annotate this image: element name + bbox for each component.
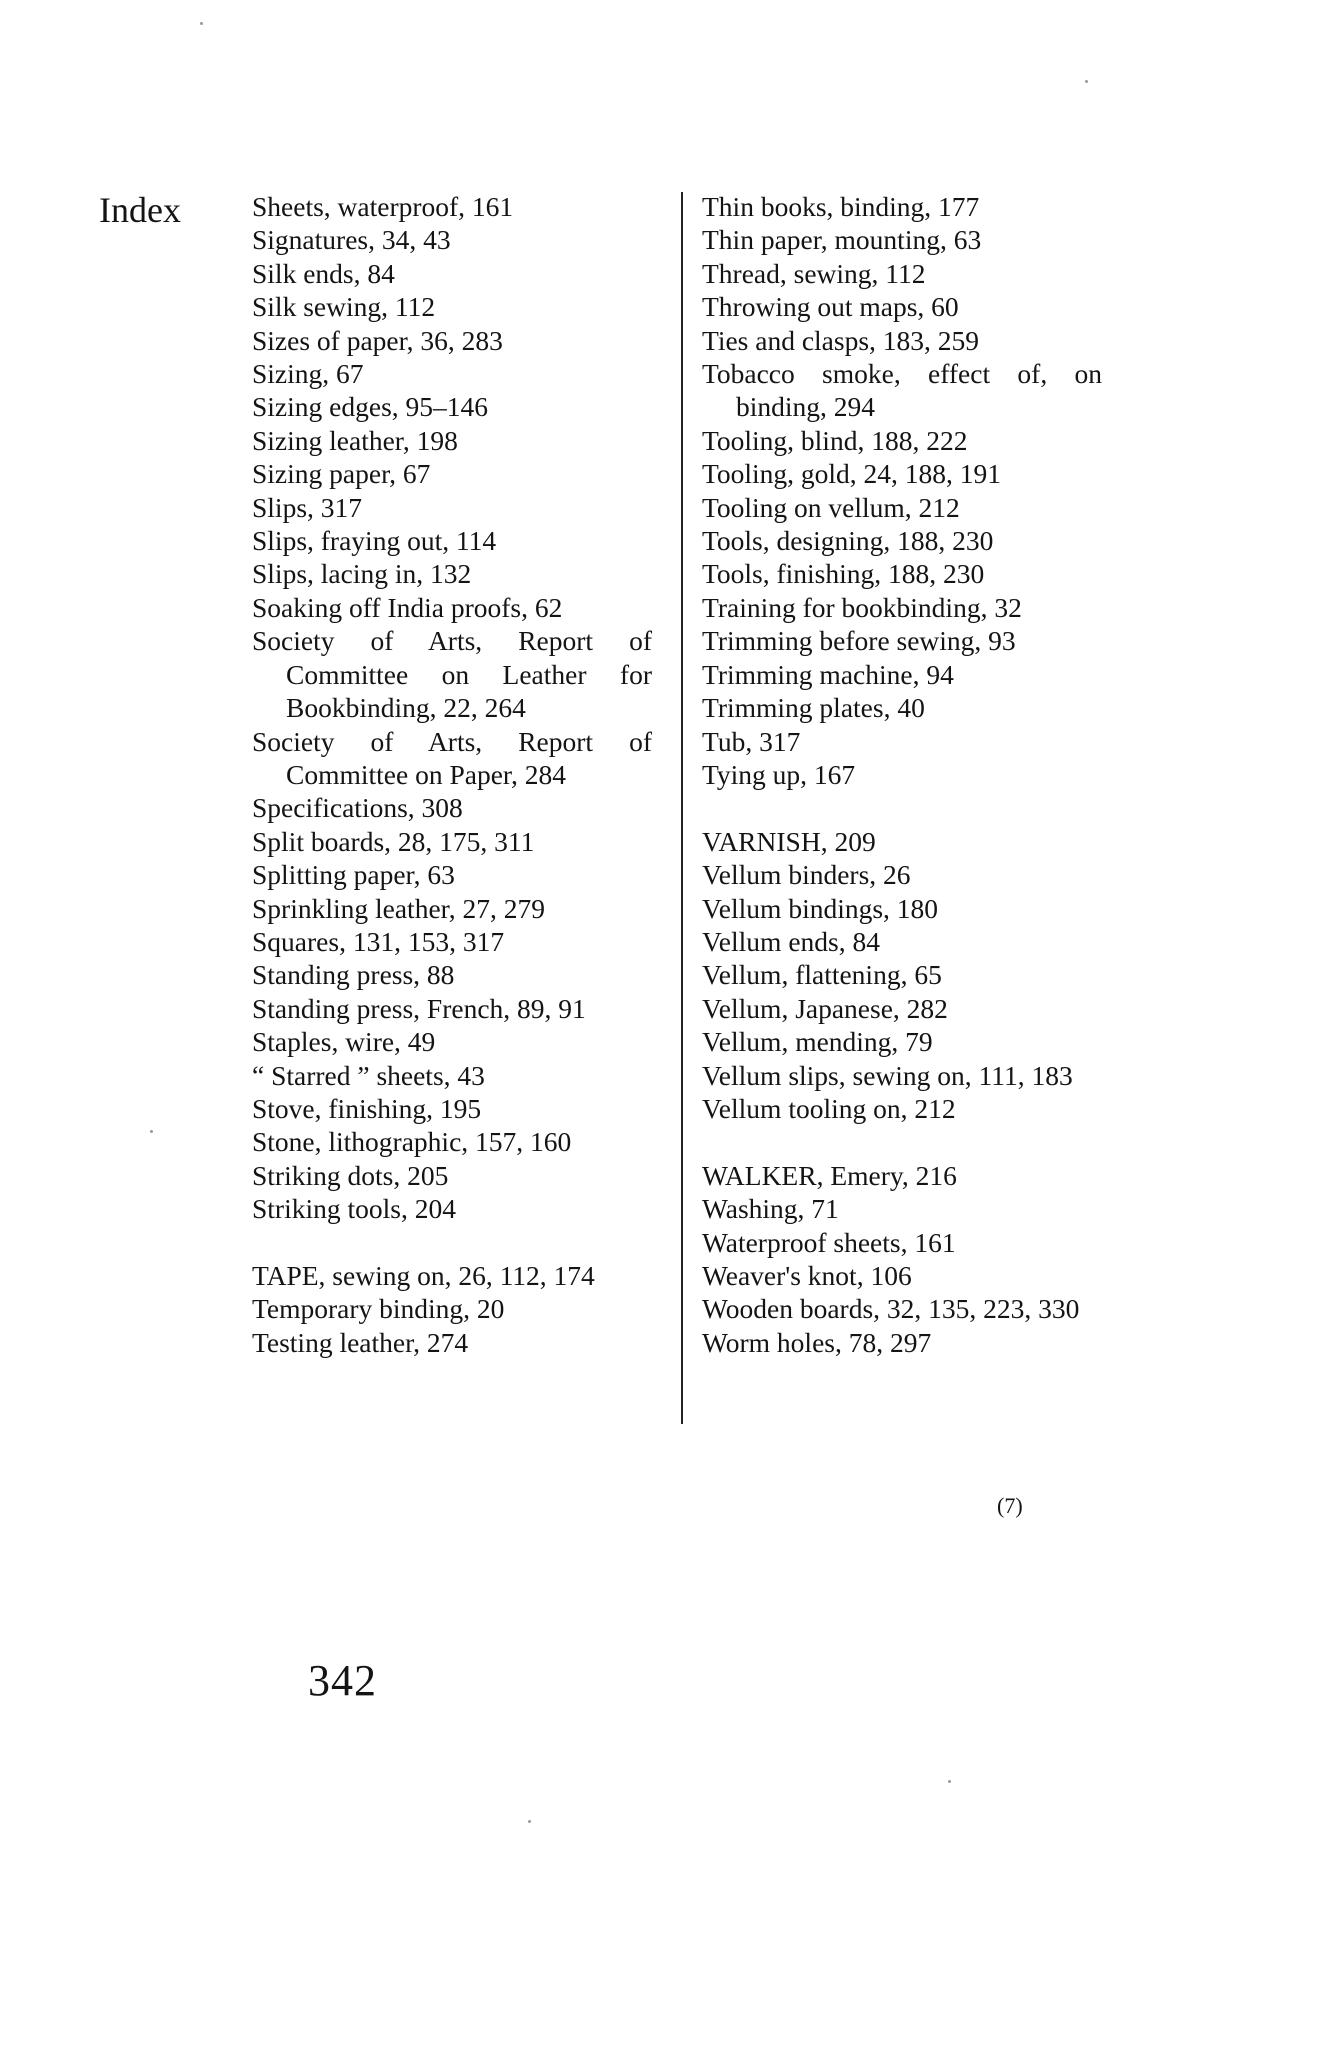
index-entry: Squares, 131, 153, 317	[252, 925, 505, 957]
index-letter-break	[702, 791, 1102, 824]
index-entry: Stove, finishing, 195	[252, 1092, 482, 1124]
paper-speck	[528, 1820, 531, 1823]
index-entry: Trimming machine, 94	[702, 658, 954, 690]
index-entry: Vellum, mending, 79	[702, 1026, 933, 1058]
index-entry: TAPE, sewing on, 26, 112, 174	[252, 1259, 595, 1291]
index-entry: Soaking off India proofs, 62	[252, 591, 563, 623]
index-entry: Waterproof sheets, 161	[702, 1226, 956, 1258]
index-entry: Tooling, blind, 188, 222	[702, 424, 968, 456]
index-entry: Testing leather, 274	[252, 1326, 469, 1358]
signature-mark: (7)	[997, 1493, 1023, 1518]
index-entry: Trimming before sewing, 93	[702, 625, 1016, 657]
page-number: 342	[308, 1656, 377, 1705]
index-entry: Slips, lacing in, 132	[252, 558, 472, 590]
index-entry: Sheets, waterproof, 161	[252, 191, 514, 222]
index-entry: Vellum slips, sewing on, 111, 183	[702, 1059, 1073, 1091]
index-entry: “ Starred ” sheets, 43	[252, 1059, 485, 1091]
index-entry: Tub, 317	[702, 725, 801, 757]
index-entry: Thin paper, mounting, 63	[702, 224, 982, 256]
index-entry: Slips, 317	[252, 491, 363, 523]
index-entry: Tools, finishing, 188, 230	[702, 558, 985, 590]
index-entry: Tooling on vellum, 212	[702, 491, 960, 523]
index-entry: Splitting paper, 63	[252, 859, 455, 891]
index-entry: Weaver's knot, 106	[702, 1259, 912, 1291]
index-entry: Thin books, binding, 177	[702, 191, 980, 222]
index-entry: VARNISH, 209	[702, 825, 876, 857]
index-entry: Vellum binders, 26	[702, 859, 911, 891]
paper-speck	[150, 1130, 153, 1133]
index-entry: Tools, designing, 188, 230	[702, 525, 994, 557]
index-entry: Training for bookbinding, 32	[702, 591, 1022, 623]
index-entry: Society of Arts, Report of Committee on Leather for Bookbinding, 22, 264	[252, 625, 652, 724]
paper-speck	[200, 22, 203, 25]
index-entry: Striking tools, 204	[252, 1193, 456, 1225]
index-entry: Sizing leather, 198	[252, 424, 458, 456]
index-entry: Wooden boards, 32, 135, 223, 330	[702, 1293, 1080, 1325]
index-letter-break	[702, 1125, 1102, 1158]
index-entry: Staples, wire, 49	[252, 1026, 436, 1058]
index-entry: Silk ends, 84	[252, 257, 395, 289]
index-entry: Silk sewing, 112	[252, 291, 436, 323]
index-entry: Vellum bindings, 180	[702, 892, 939, 924]
index-entry: Society of Arts, Report of Committee on Paper, 284	[252, 725, 652, 790]
index-entry: Washing, 71	[702, 1193, 839, 1225]
index-entry: Stone, lithographic, 157, 160	[252, 1126, 572, 1158]
index-entry: Slips, fraying out, 114	[252, 525, 497, 557]
index-entry: Tobacco smoke, effect of, on binding, 294	[702, 358, 1102, 423]
index-entry: Vellum, Japanese, 282	[702, 992, 948, 1024]
index-entry: Tooling, gold, 24, 188, 191	[702, 458, 1002, 490]
index-entry: WALKER, Emery, 216	[702, 1159, 957, 1191]
index-entry: Standing press, 88	[252, 959, 455, 991]
index-entry: Worm holes, 78, 297	[702, 1326, 932, 1358]
index-entry: Specifications, 308	[252, 792, 463, 824]
running-head: Index	[99, 190, 181, 230]
paper-speck	[1085, 80, 1088, 83]
index-entry: Split boards, 28, 175, 311	[252, 825, 535, 857]
index-entry: Sizing edges, 95–146	[252, 391, 489, 423]
index-entry: Sizes of paper, 36, 283	[252, 324, 503, 356]
index-letter-break	[252, 1226, 652, 1259]
paper-speck	[948, 1780, 951, 1783]
index-entry: Vellum ends, 84	[702, 925, 880, 957]
index-entry: Standing press, French, 89, 91	[252, 992, 586, 1024]
index-entry: Striking dots, 205	[252, 1159, 449, 1191]
index-entry: Vellum, flattening, 65	[702, 959, 942, 991]
index-entry: Signatures, 34, 43	[252, 224, 451, 256]
index-entry: Trimming plates, 40	[702, 692, 925, 724]
index-entry: Sprinkling leather, 27, 279	[252, 892, 545, 924]
index-entry: Sizing, 67	[252, 358, 364, 390]
index-entry: Throwing out maps, 60	[702, 291, 959, 323]
index-entry: Temporary binding, 20	[252, 1293, 505, 1325]
index-entry: Sizing paper, 67	[252, 458, 431, 490]
column-rule	[681, 192, 683, 1424]
index-column-right	[702, 190, 1102, 1359]
index-entry: Vellum tooling on, 212	[702, 1092, 956, 1124]
index-entry: Thread, sewing, 112	[702, 257, 926, 289]
index-entry: Tying up, 167	[702, 758, 856, 790]
index-column-left	[252, 190, 652, 1359]
index-entry: Ties and clasps, 183, 259	[702, 324, 980, 356]
